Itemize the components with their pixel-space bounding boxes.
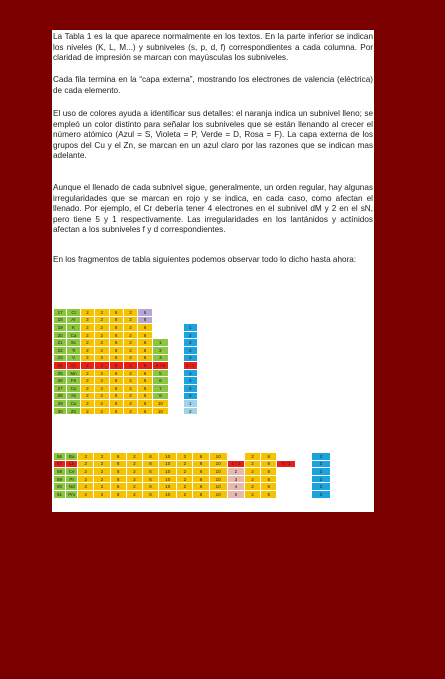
table-cell: 2: [177, 483, 193, 491]
table-row: [54, 331, 198, 339]
table-row: [54, 392, 198, 400]
table-cell: 2: [95, 309, 109, 317]
table-cell: 6: [109, 316, 123, 324]
table-cell: 2: [227, 468, 244, 476]
table-cell: 2: [95, 316, 109, 324]
table-cell: 6: [109, 324, 123, 332]
table-row: [54, 475, 331, 483]
table-cell: 6: [138, 384, 152, 392]
table-cell: 2: [177, 468, 193, 476]
table-cell: 2: [94, 490, 110, 498]
table-cell: 2: [123, 316, 137, 324]
table-cell: 6: [261, 483, 277, 491]
table-cell: 2: [95, 354, 109, 362]
table-cell: Ba: [66, 453, 78, 461]
table-cell: 6: [138, 316, 152, 324]
table-cell: 2: [123, 384, 137, 392]
table-cell: 6: [138, 339, 152, 347]
table-cell: 6: [261, 475, 277, 483]
paragraph-4: Aunque el llenado de cada subnivel sigue, generalmente, un orden regular, hay algunas irregularidades que se marcan en rojo y se indica, en cada caso, como afectan el llenado. Por ejemplo, el Cr debería tener 4 electrones en el subnivel dM y 2 en el sN, pero tiene 5 y 1 respectivamente. Las irregularidades en los lantánidos y actínidos afectan a los subniveles f y d correspondientes.: [53, 183, 373, 235]
table-cell: 4 / 5: [152, 362, 168, 370]
table-cell: 6: [138, 392, 152, 400]
table-cell: 10: [209, 468, 227, 476]
table-cell: 3: [152, 354, 168, 362]
table-cell: 2 / 1: [183, 362, 197, 370]
table-cell: 2: [177, 460, 193, 468]
table-cell: 2: [183, 392, 197, 400]
table-cell: 6: [110, 460, 126, 468]
table-cell: 6: [110, 475, 126, 483]
table-cell: 2: [311, 468, 330, 476]
table-cell: 2: [95, 369, 109, 377]
table-cell: 6: [109, 346, 123, 354]
table-cell: 6: [261, 490, 277, 498]
table-cell: [277, 490, 295, 498]
table-row: [54, 453, 331, 461]
table-cell: 22: [54, 346, 67, 354]
table-cell: 6: [138, 354, 152, 362]
table-cell: V: [67, 354, 80, 362]
table-row: [54, 369, 198, 377]
table-cell: [277, 475, 295, 483]
table-cell: Sc: [67, 339, 80, 347]
table-cell: 2: [123, 407, 137, 415]
table-cell: 1 / 0: [227, 460, 244, 468]
table-cell: 6: [138, 400, 152, 408]
table-cell: 1: [183, 324, 197, 332]
table-cell: [152, 324, 168, 332]
table-cell: 2: [80, 324, 94, 332]
table-cell: 2: [94, 468, 110, 476]
table-cell: 2: [245, 483, 261, 491]
table-cell: 6: [109, 309, 123, 317]
table-cell: 2: [94, 475, 110, 483]
table-cell: 6: [261, 460, 277, 468]
table-cell: 6: [109, 369, 123, 377]
table-cell: 2: [245, 468, 261, 476]
table-row: [54, 483, 331, 491]
periodic-fragment-table-1: [53, 308, 198, 415]
table-cell: 28: [54, 392, 67, 400]
table-cell: 2: [80, 309, 94, 317]
table-cell: 2: [126, 468, 142, 476]
table-cell: 6: [109, 331, 123, 339]
table-cell: 2: [123, 324, 137, 332]
table-cell: 24: [54, 362, 67, 370]
table-cell: 2: [80, 400, 94, 408]
table-cell: 2: [123, 369, 137, 377]
table-cell: 10: [159, 468, 177, 476]
table-cell: 2: [78, 453, 94, 461]
table-cell: 25: [54, 369, 67, 377]
table-cell: 2: [126, 483, 142, 491]
table-row: [54, 460, 331, 468]
table-cell: [169, 324, 183, 332]
table-cell: [183, 309, 197, 317]
table-cell: [295, 453, 311, 461]
table-cell: 2: [311, 483, 330, 491]
table-cell: 21: [54, 339, 67, 347]
table-cell: 10: [159, 453, 177, 461]
table-cell: [277, 483, 295, 491]
table-cell: K: [67, 324, 80, 332]
table-cell: 23: [54, 354, 67, 362]
table-cell: 2: [183, 407, 197, 415]
table-cell: [227, 453, 244, 461]
table-cell: 6: [109, 377, 123, 385]
table-cell: 2: [95, 346, 109, 354]
table-cell: 2: [95, 392, 109, 400]
table-cell: 2: [80, 384, 94, 392]
table-cell: 2: [245, 460, 261, 468]
table-cell: 6: [142, 475, 158, 483]
table-row: [54, 309, 198, 317]
table-cell: 2: [177, 475, 193, 483]
table-cell: [169, 346, 183, 354]
table-cell: 2: [183, 354, 197, 362]
table-cell: Co: [67, 384, 80, 392]
table-cell: [169, 384, 183, 392]
table-cell: 2: [95, 362, 109, 370]
table-cell: [169, 316, 183, 324]
table-cell: [295, 483, 311, 491]
table-cell: 2: [126, 475, 142, 483]
table-cell: 5: [152, 369, 168, 377]
table-cell: [152, 331, 168, 339]
table-cell: 7: [152, 384, 168, 392]
table-cell: 2: [78, 460, 94, 468]
table-cell: 2: [152, 346, 168, 354]
table-cell: 6: [138, 377, 152, 385]
table-cell: 19: [54, 324, 67, 332]
table-cell: 29: [54, 400, 67, 408]
table-cell: 10: [209, 475, 227, 483]
table-cell: 10: [159, 475, 177, 483]
table-cell: 2: [94, 460, 110, 468]
table-cell: 2: [245, 490, 261, 498]
table-cell: 30: [54, 407, 67, 415]
table-cell: 6: [110, 483, 126, 491]
table-row: [54, 346, 198, 354]
table-cell: 6: [193, 460, 209, 468]
table-cell: 57: [54, 460, 66, 468]
table-cell: 2: [311, 453, 330, 461]
table-cell: 10: [209, 483, 227, 491]
table-row: [54, 362, 198, 370]
table-cell: 2: [126, 460, 142, 468]
table-cell: 2: [95, 384, 109, 392]
table-cell: 6: [193, 453, 209, 461]
table-cell: 6: [138, 369, 152, 377]
table-cell: [295, 475, 311, 483]
table-cell: 6: [261, 468, 277, 476]
table-cell: Ni: [67, 392, 80, 400]
table-cell: 6: [142, 483, 158, 491]
table-cell: Cl: [67, 309, 80, 317]
table-cell: Pm: [66, 490, 78, 498]
periodic-fragment-table-2: [53, 452, 331, 499]
table-cell: 6: [109, 354, 123, 362]
table-cell: 4: [227, 483, 244, 491]
table-cell: 6: [142, 460, 158, 468]
table-cell: 2: [183, 369, 197, 377]
table-cell: 6: [138, 362, 152, 370]
table-cell: [152, 309, 168, 317]
paragraph-2: Cada fila termina en la “capa externa”, mostrando los electrones de valencia (eléctrica) de cada elemento.: [53, 75, 373, 95]
table-row: [54, 339, 198, 347]
table-cell: 2: [123, 354, 137, 362]
table-cell: Ce: [66, 468, 78, 476]
table-cell: 6: [193, 483, 209, 491]
table-cell: 8: [152, 392, 168, 400]
table-cell: 2: [245, 453, 261, 461]
table-cell: [277, 453, 295, 461]
table-cell: 20: [54, 331, 67, 339]
table-cell: 2: [80, 362, 94, 370]
table-cell: 10: [152, 407, 168, 415]
table-cell: 2: [80, 407, 94, 415]
table-cell: 2: [123, 339, 137, 347]
table-cell: 6: [152, 377, 168, 385]
table-cell: Ar: [67, 316, 80, 324]
table-cell: 2: [78, 468, 94, 476]
table-cell: Cr: [67, 362, 80, 370]
table-cell: 5: [227, 490, 244, 498]
table-cell: 10: [152, 400, 168, 408]
table-cell: 2: [126, 453, 142, 461]
table-cell: 6: [110, 490, 126, 498]
table-cell: 0 / 1: [277, 460, 295, 468]
table-cell: Zn: [67, 407, 80, 415]
table-cell: 6: [110, 453, 126, 461]
table-cell: 2: [177, 453, 193, 461]
table-cell: 6: [109, 362, 123, 370]
table-cell: 2: [183, 384, 197, 392]
table-row: [54, 490, 331, 498]
table-cell: Ti: [67, 346, 80, 354]
table-cell: 2: [80, 377, 94, 385]
table-cell: 2: [78, 483, 94, 491]
table-cell: 2: [123, 392, 137, 400]
table-cell: 2: [95, 331, 109, 339]
table-cell: 2: [183, 339, 197, 347]
table-cell: 2: [80, 354, 94, 362]
table-cell: 61: [54, 490, 66, 498]
table-row: [54, 400, 198, 408]
table-cell: Mn: [67, 369, 80, 377]
paragraph-3: El uso de colores ayuda a identificar sus detalles: el naranja indica un subnivel lleno; se empleó un color distinto para señalar los subniveles que se están llenando al crecer el número atómico (Azul = S, Violeta = P, Verde = D, Rosa = F). La capa externa de los grupos del Cu y el Zn, se marcan en un azul claro por las razones que se indican mas adelante.: [53, 109, 373, 161]
table-cell: [277, 468, 295, 476]
table-cell: 6: [109, 392, 123, 400]
table-cell: 10: [159, 490, 177, 498]
table-cell: 2: [183, 331, 197, 339]
table-cell: 2: [94, 483, 110, 491]
table-cell: [169, 392, 183, 400]
table-row: [54, 384, 198, 392]
table-cell: 1: [183, 400, 197, 408]
table-cell: 3: [227, 475, 244, 483]
table-cell: 2: [78, 475, 94, 483]
table-cell: 56: [54, 453, 66, 461]
table-cell: 2: [123, 309, 137, 317]
table-cell: 2: [123, 400, 137, 408]
table-cell: 2: [94, 453, 110, 461]
table-cell: 2: [177, 490, 193, 498]
table-cell: [169, 407, 183, 415]
table-cell: 59: [54, 475, 66, 483]
table-cell: 6: [193, 468, 209, 476]
table-cell: 6: [138, 324, 152, 332]
table-cell: 2: [123, 377, 137, 385]
table-cell: 10: [209, 453, 227, 461]
table-row: [54, 407, 198, 415]
table-cell: [169, 331, 183, 339]
table-cell: 2: [183, 377, 197, 385]
table-cell: 10: [159, 483, 177, 491]
table-cell: Pr: [66, 475, 78, 483]
paragraph-5: En los fragmentos de tabla siguientes podemos observar todo lo dicho hasta ahora:: [53, 255, 357, 264]
paragraph-1: La Tabla 1 es la que aparece normalmente en los textos. En la parte inferior se indican los niveles (K, L, M...) y subniveles (s, p, d, f) correspondientes a cada columna. Por claridad de impresión se marcan con mayúsculas los subniveles.: [53, 32, 373, 63]
table-cell: 2: [95, 377, 109, 385]
table-cell: 6: [138, 331, 152, 339]
table-cell: 2: [80, 346, 94, 354]
table-cell: [295, 468, 311, 476]
table-cell: [169, 369, 183, 377]
table-cell: 2: [311, 460, 330, 468]
table-cell: [295, 490, 311, 498]
table-cell: 6: [138, 346, 152, 354]
table-row: [54, 468, 331, 476]
table-cell: 2: [123, 362, 137, 370]
table-cell: 26: [54, 377, 67, 385]
table-cell: 6: [142, 468, 158, 476]
table-cell: 6: [193, 490, 209, 498]
table-cell: 2: [95, 407, 109, 415]
table-cell: 2: [95, 400, 109, 408]
table-cell: 2: [80, 369, 94, 377]
table-cell: 2: [183, 346, 197, 354]
table-cell: 6: [109, 339, 123, 347]
table-cell: Ca: [67, 331, 80, 339]
table-cell: 17: [54, 309, 67, 317]
table-cell: 6: [109, 384, 123, 392]
table-cell: 6: [138, 407, 152, 415]
table-cell: 6: [193, 475, 209, 483]
table-cell: [183, 316, 197, 324]
table-cell: 2: [311, 490, 330, 498]
table-cell: 10: [159, 460, 177, 468]
table-cell: 2: [80, 316, 94, 324]
table-cell: [169, 354, 183, 362]
table-cell: 2: [123, 331, 137, 339]
table-cell: [169, 400, 183, 408]
table-cell: 1: [152, 339, 168, 347]
table-row: [54, 377, 198, 385]
table-row: [54, 316, 198, 324]
table-cell: 2: [245, 475, 261, 483]
table-cell: [169, 309, 183, 317]
table-cell: 2: [123, 346, 137, 354]
table-cell: 6: [110, 468, 126, 476]
table-row: [54, 324, 198, 332]
table-cell: 60: [54, 483, 66, 491]
table-cell: 10: [209, 460, 227, 468]
table-cell: Nd: [66, 483, 78, 491]
table-cell: [295, 460, 311, 468]
table-cell: 2: [80, 339, 94, 347]
table-cell: [152, 316, 168, 324]
table-cell: 6: [109, 407, 123, 415]
table-cell: 2: [95, 339, 109, 347]
table-cell: [169, 377, 183, 385]
table-cell: 2: [95, 324, 109, 332]
table-cell: 6: [142, 453, 158, 461]
table-cell: 2: [126, 490, 142, 498]
table-cell: 2: [80, 331, 94, 339]
table-cell: 18: [54, 316, 67, 324]
table-cell: 6: [142, 490, 158, 498]
table-cell: Fe: [67, 377, 80, 385]
table-cell: [169, 362, 183, 370]
table-cell: 2: [311, 475, 330, 483]
table-cell: Cu: [67, 400, 80, 408]
table-row: [54, 354, 198, 362]
table-cell: 58: [54, 468, 66, 476]
table-cell: 6: [261, 453, 277, 461]
table-cell: La: [66, 460, 78, 468]
table-cell: 2: [78, 490, 94, 498]
document-page: [52, 30, 374, 512]
table-cell: 6: [109, 400, 123, 408]
table-cell: 27: [54, 384, 67, 392]
table-cell: [169, 339, 183, 347]
table-cell: 5: [138, 309, 152, 317]
table-cell: 2: [80, 392, 94, 400]
table-cell: 10: [209, 490, 227, 498]
